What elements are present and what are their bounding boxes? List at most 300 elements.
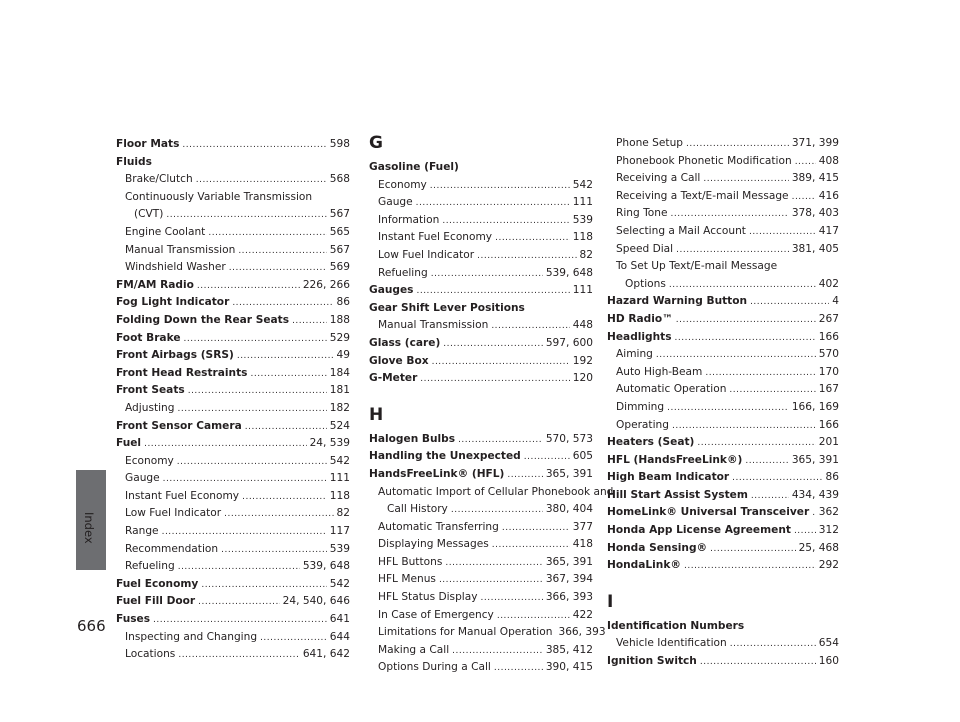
page-reference[interactable]: 390, 415 bbox=[545, 661, 593, 674]
index-subentry[interactable] bbox=[116, 400, 350, 418]
index-subentry[interactable] bbox=[369, 554, 593, 572]
index-column-2 bbox=[369, 133, 614, 677]
entry-term: Aiming bbox=[616, 348, 653, 361]
page-reference[interactable]: 118 bbox=[329, 489, 350, 502]
page-reference[interactable]: 184 bbox=[329, 366, 350, 379]
index-side-label: Index bbox=[82, 512, 96, 544]
entry-term: Refueling bbox=[125, 560, 175, 573]
dot-leader bbox=[491, 317, 569, 336]
page-reference[interactable]: 118 bbox=[572, 231, 593, 244]
index-subentry[interactable] bbox=[607, 135, 839, 153]
entry-term: HandsFreeLink® (HFL) bbox=[369, 467, 505, 480]
entry-term: Phonebook Phonetic Modification bbox=[616, 154, 792, 167]
page-reference[interactable]: 111 bbox=[572, 196, 593, 209]
dot-leader bbox=[524, 448, 570, 467]
page-reference[interactable]: 366, 393 bbox=[545, 591, 593, 604]
entry-term: Folding Down the Rear Seats bbox=[116, 313, 290, 326]
index-subentry[interactable] bbox=[607, 417, 839, 435]
entry-term: Limitations for Manual Operation bbox=[378, 626, 553, 639]
index-entry[interactable] bbox=[607, 469, 839, 487]
dot-leader bbox=[144, 435, 306, 454]
page-reference[interactable]: 381, 405 bbox=[791, 242, 839, 255]
page-reference[interactable]: 422 bbox=[572, 608, 593, 621]
entry-term: Fuses bbox=[116, 613, 151, 626]
page-reference[interactable]: 569 bbox=[329, 261, 350, 274]
entry-term: Headlights bbox=[607, 330, 672, 343]
index-entry[interactable] bbox=[116, 347, 350, 365]
entry-term: HFL Menus bbox=[378, 573, 436, 586]
dot-leader bbox=[416, 282, 569, 301]
page-reference[interactable]: 226, 266 bbox=[302, 278, 350, 291]
page-reference[interactable]: 377 bbox=[572, 520, 593, 533]
entry-term: Fuel Economy bbox=[116, 577, 199, 590]
index-entry[interactable] bbox=[607, 311, 839, 329]
index-subentry[interactable] bbox=[116, 523, 350, 541]
index-entry[interactable] bbox=[369, 466, 593, 484]
index-entry[interactable] bbox=[116, 435, 350, 453]
index-entry[interactable] bbox=[369, 370, 593, 388]
entry-term: G-Meter bbox=[369, 372, 418, 385]
page-reference[interactable]: 389, 415 bbox=[791, 172, 839, 185]
page-reference[interactable]: 416 bbox=[818, 189, 839, 202]
index-subentry[interactable] bbox=[607, 170, 839, 188]
index-subentry[interactable] bbox=[369, 519, 593, 537]
index-heading: Gear Shift Lever Positions bbox=[369, 301, 525, 314]
dot-leader bbox=[245, 418, 327, 437]
index-entry[interactable] bbox=[369, 282, 593, 300]
index-subentry[interactable] bbox=[116, 171, 350, 189]
entry-term: Windshield Washer bbox=[125, 261, 226, 274]
index-subentry[interactable] bbox=[369, 659, 593, 677]
dot-leader bbox=[730, 635, 816, 654]
index-entry[interactable] bbox=[607, 653, 839, 671]
dot-leader bbox=[166, 206, 326, 225]
dot-leader bbox=[795, 153, 816, 172]
entry-term: Ignition Switch bbox=[607, 655, 697, 668]
page-reference[interactable]: 539 bbox=[329, 542, 350, 555]
dot-leader bbox=[750, 293, 829, 312]
page-reference[interactable]: 380, 404 bbox=[545, 503, 593, 516]
entry-term: HondaLink® bbox=[607, 559, 681, 572]
entry-term: Receiving a Call bbox=[616, 172, 701, 185]
page-reference[interactable]: 568 bbox=[329, 173, 350, 186]
page-reference[interactable]: 82 bbox=[336, 507, 350, 520]
page-reference[interactable]: 166 bbox=[818, 418, 839, 431]
entry-term: Front Airbags (SRS) bbox=[116, 349, 234, 362]
dot-leader bbox=[751, 487, 789, 506]
entry-term: Gauge bbox=[125, 472, 160, 485]
entry-term: FM/AM Radio bbox=[116, 278, 194, 291]
entry-term: HFL Buttons bbox=[378, 555, 443, 568]
page-reference[interactable]: 565 bbox=[329, 225, 350, 238]
page-reference[interactable]: 160 bbox=[818, 655, 839, 668]
page-reference[interactable]: 570 bbox=[818, 348, 839, 361]
dot-leader bbox=[481, 589, 543, 608]
index-subentry[interactable] bbox=[369, 265, 593, 283]
page-reference[interactable]: 4 bbox=[832, 295, 839, 308]
dot-leader bbox=[184, 330, 327, 349]
index-entry[interactable] bbox=[116, 330, 350, 348]
page-reference[interactable]: 111 bbox=[572, 284, 593, 297]
dot-leader bbox=[260, 629, 327, 648]
dot-leader bbox=[671, 205, 789, 224]
page-reference[interactable]: 542 bbox=[329, 454, 350, 467]
index-entry[interactable] bbox=[116, 312, 350, 330]
index-heading: Fluids bbox=[116, 155, 152, 168]
page-reference[interactable]: 378, 403 bbox=[791, 207, 839, 220]
index-entry[interactable] bbox=[116, 418, 350, 436]
dot-leader bbox=[242, 488, 327, 507]
entry-term: Speed Dial bbox=[616, 242, 674, 255]
page-reference[interactable]: 418 bbox=[572, 538, 593, 551]
page-reference[interactable]: 371, 399 bbox=[791, 137, 839, 149]
page-reference[interactable]: 111 bbox=[329, 472, 350, 485]
dot-leader bbox=[492, 536, 570, 555]
index-subheading: Continuously Variable Transmission bbox=[125, 190, 313, 203]
entry-term: Economy bbox=[125, 454, 174, 467]
index-subentry[interactable] bbox=[116, 646, 350, 664]
entry-term: Economy bbox=[378, 178, 427, 191]
index-column-3 bbox=[607, 135, 839, 671]
index-entry[interactable] bbox=[116, 382, 350, 400]
entry-term: Halogen Bulbs bbox=[369, 432, 456, 445]
page-reference[interactable]: 192 bbox=[572, 354, 593, 367]
entry-term: Heaters (Seat) bbox=[607, 436, 695, 449]
page-reference[interactable]: 267 bbox=[818, 312, 839, 325]
section-letter: G bbox=[369, 133, 383, 153]
page-reference[interactable]: 49 bbox=[336, 349, 350, 362]
entry-term: Honda Sensing® bbox=[607, 541, 708, 554]
page-reference[interactable]: 597, 600 bbox=[545, 336, 593, 349]
index-entry[interactable] bbox=[607, 487, 839, 505]
index-subentry[interactable] bbox=[369, 317, 593, 335]
dot-leader bbox=[238, 242, 326, 261]
page-reference[interactable]: 366, 393 bbox=[558, 626, 606, 639]
page-reference[interactable]: 448 bbox=[572, 319, 593, 332]
index-subentry[interactable] bbox=[369, 177, 593, 195]
index-subentry[interactable] bbox=[607, 223, 839, 241]
page-reference[interactable]: 362 bbox=[818, 506, 839, 519]
entry-term: Hazard Warning Button bbox=[607, 295, 748, 308]
page-reference[interactable]: 567 bbox=[329, 243, 350, 256]
dot-leader bbox=[686, 135, 789, 154]
dot-leader bbox=[432, 353, 570, 372]
page-reference[interactable]: 542 bbox=[572, 178, 593, 191]
index-entry[interactable] bbox=[607, 557, 839, 575]
index-entry[interactable] bbox=[116, 277, 350, 295]
page-reference[interactable]: 417 bbox=[818, 224, 839, 237]
index-subentry[interactable] bbox=[607, 188, 839, 206]
page-reference[interactable]: 434, 439 bbox=[791, 488, 839, 501]
page-reference[interactable]: 542 bbox=[329, 577, 350, 590]
entry-term: Glass (care) bbox=[369, 336, 441, 349]
entry-term: Operating bbox=[616, 418, 669, 431]
dot-leader bbox=[497, 607, 570, 626]
entry-term: (CVT) bbox=[134, 208, 164, 221]
section-gap bbox=[607, 575, 839, 592]
dot-leader bbox=[162, 523, 327, 542]
page-reference[interactable]: 654 bbox=[818, 637, 839, 650]
index-subentry[interactable] bbox=[369, 501, 593, 519]
dot-leader bbox=[232, 294, 333, 313]
entry-term: Call History bbox=[387, 503, 448, 516]
dot-leader bbox=[676, 241, 789, 260]
entry-term: Information bbox=[378, 213, 440, 226]
entry-term: Instant Fuel Economy bbox=[125, 489, 240, 502]
index-entry[interactable] bbox=[607, 434, 839, 452]
index-subentry[interactable] bbox=[369, 607, 593, 625]
page-reference[interactable]: 166, 169 bbox=[791, 400, 839, 413]
page-number: 666 bbox=[77, 617, 106, 635]
index-subentry[interactable] bbox=[369, 194, 593, 212]
index-subentry[interactable] bbox=[607, 364, 839, 382]
dot-leader bbox=[416, 194, 570, 213]
page-reference[interactable]: 25, 468 bbox=[798, 541, 839, 554]
dot-leader bbox=[502, 519, 570, 538]
dot-leader bbox=[445, 554, 542, 573]
dot-leader bbox=[208, 224, 326, 243]
index-subentry[interactable] bbox=[607, 276, 839, 294]
entry-term: Displaying Messages bbox=[378, 538, 489, 551]
dot-leader bbox=[667, 399, 789, 418]
index-subentry[interactable] bbox=[116, 558, 350, 576]
page-reference[interactable]: 641, 642 bbox=[302, 648, 350, 661]
page-reference[interactable]: 570, 573 bbox=[545, 432, 593, 445]
index-column-1 bbox=[116, 136, 350, 664]
entry-term: Automatic Operation bbox=[616, 383, 727, 396]
page-reference[interactable]: 365, 391 bbox=[545, 467, 593, 480]
page-reference[interactable]: 24, 540, 646 bbox=[282, 595, 350, 608]
dot-leader bbox=[507, 466, 542, 485]
entry-term: In Case of Emergency bbox=[378, 608, 494, 621]
index-entry[interactable] bbox=[607, 329, 839, 347]
entry-term: Fuel bbox=[116, 437, 142, 450]
index-subentry[interactable] bbox=[369, 229, 593, 247]
dot-leader bbox=[177, 453, 327, 472]
dot-leader bbox=[178, 646, 299, 665]
entry-term: Engine Coolant bbox=[125, 225, 206, 238]
page-reference[interactable]: 201 bbox=[818, 436, 839, 449]
page-reference[interactable]: 167 bbox=[818, 383, 839, 396]
entry-term: Inspecting and Changing bbox=[125, 630, 258, 643]
index-entry[interactable] bbox=[116, 611, 350, 629]
entry-term: Brake/Clutch bbox=[125, 173, 193, 186]
dot-leader bbox=[749, 223, 816, 242]
dot-leader bbox=[198, 593, 279, 612]
dot-leader bbox=[196, 171, 327, 190]
index-entry[interactable] bbox=[116, 365, 350, 383]
dot-leader bbox=[442, 212, 569, 231]
index-subentry[interactable] bbox=[116, 206, 350, 224]
dot-leader bbox=[237, 347, 334, 366]
index-subentry[interactable] bbox=[369, 624, 606, 642]
entry-term: Dimming bbox=[616, 400, 665, 413]
index-subentry[interactable] bbox=[607, 241, 839, 259]
page-reference[interactable]: 312 bbox=[818, 524, 839, 537]
entry-term: Glove Box bbox=[369, 354, 429, 367]
page-reference[interactable]: 385, 412 bbox=[545, 643, 593, 656]
index-subentry[interactable] bbox=[116, 470, 350, 488]
dot-leader bbox=[792, 188, 816, 207]
page-reference[interactable]: 182 bbox=[329, 401, 350, 414]
index-heading: Gasoline (Fuel) bbox=[369, 161, 459, 173]
page-reference[interactable]: 644 bbox=[329, 630, 350, 643]
dot-leader bbox=[188, 382, 327, 401]
index-entry[interactable] bbox=[116, 576, 350, 594]
dot-leader bbox=[201, 576, 326, 595]
index-subentry[interactable] bbox=[607, 205, 839, 223]
index-entry[interactable] bbox=[116, 593, 350, 611]
dot-leader bbox=[197, 277, 300, 296]
index-entry[interactable] bbox=[607, 452, 839, 470]
entry-term: Ring Tone bbox=[616, 207, 668, 220]
entry-term: Handling the Unexpected bbox=[369, 450, 521, 463]
index-subentry[interactable] bbox=[369, 247, 593, 265]
dot-leader bbox=[794, 522, 816, 541]
index-entry[interactable] bbox=[369, 431, 593, 449]
dot-leader bbox=[669, 276, 816, 295]
index-subentry[interactable] bbox=[116, 488, 350, 506]
index-subentry[interactable] bbox=[116, 505, 350, 523]
entry-term: Receiving a Text/E-mail Message bbox=[616, 189, 789, 202]
dot-leader bbox=[439, 571, 543, 590]
index-subentry[interactable] bbox=[116, 242, 350, 260]
page-reference[interactable]: 567 bbox=[329, 208, 350, 221]
page-reference[interactable]: 524 bbox=[329, 419, 350, 432]
dot-leader bbox=[495, 229, 570, 248]
entry-term: Auto High-Beam bbox=[616, 365, 703, 378]
index-subentry[interactable] bbox=[607, 346, 839, 364]
page-reference[interactable]: 539 bbox=[572, 213, 593, 226]
index-subentry[interactable] bbox=[369, 589, 593, 607]
index-entry[interactable] bbox=[607, 293, 839, 311]
index-entry[interactable] bbox=[369, 448, 593, 466]
index-subentry[interactable] bbox=[607, 399, 839, 417]
index-entry[interactable] bbox=[607, 504, 839, 522]
section-gap bbox=[369, 388, 593, 405]
page-reference[interactable]: 120 bbox=[572, 372, 593, 385]
index-entry[interactable] bbox=[369, 353, 593, 371]
index-subentry[interactable] bbox=[369, 536, 593, 554]
page-reference[interactable]: 365, 391 bbox=[545, 555, 593, 568]
index-subentry[interactable] bbox=[607, 635, 839, 653]
page-reference[interactable]: 166 bbox=[818, 330, 839, 343]
page-reference[interactable]: 641 bbox=[329, 613, 350, 626]
page-reference[interactable]: 402 bbox=[818, 277, 839, 290]
entry-term: Making a Call bbox=[378, 643, 450, 656]
dot-leader bbox=[451, 501, 543, 520]
dot-leader bbox=[697, 434, 815, 453]
page-reference[interactable]: 408 bbox=[818, 154, 839, 167]
index-subentry[interactable] bbox=[369, 642, 593, 660]
index-entry[interactable] bbox=[607, 522, 839, 540]
dot-leader bbox=[452, 642, 543, 661]
dot-leader bbox=[430, 177, 570, 196]
entry-term: Gauges bbox=[369, 284, 414, 297]
entry-term: Foot Brake bbox=[116, 331, 181, 344]
entry-term: High Beam Indicator bbox=[607, 471, 730, 484]
dot-leader bbox=[178, 558, 300, 577]
entry-term: Vehicle Identification bbox=[616, 637, 727, 650]
dot-leader bbox=[224, 505, 333, 524]
page-reference[interactable]: 181 bbox=[329, 384, 350, 397]
page-reference[interactable]: 117 bbox=[329, 525, 350, 538]
page-reference[interactable]: 86 bbox=[336, 296, 350, 309]
entry-term: Options During a Call bbox=[378, 661, 491, 674]
index-subentry[interactable] bbox=[607, 381, 839, 399]
page-reference[interactable]: 170 bbox=[818, 365, 839, 378]
entry-term: Fog Light Indicator bbox=[116, 296, 230, 309]
dot-leader bbox=[745, 452, 788, 471]
entry-term: Recommendation bbox=[125, 542, 219, 555]
index-subentry[interactable] bbox=[116, 541, 350, 559]
dot-leader bbox=[656, 346, 816, 365]
page-reference[interactable]: 605 bbox=[572, 450, 593, 463]
page-reference[interactable]: 598 bbox=[329, 138, 350, 150]
page-reference[interactable]: 82 bbox=[579, 248, 593, 261]
page-reference[interactable]: 539, 648 bbox=[302, 560, 350, 573]
index-entry[interactable] bbox=[369, 335, 593, 353]
page-reference[interactable]: 365, 391 bbox=[791, 453, 839, 466]
page-reference[interactable]: 539, 648 bbox=[545, 266, 593, 279]
dot-leader bbox=[458, 431, 543, 450]
dot-leader bbox=[732, 469, 822, 488]
entry-term: Front Head Restraints bbox=[116, 366, 248, 379]
index-subentry[interactable] bbox=[369, 571, 593, 589]
entry-term: Low Fuel Indicator bbox=[378, 248, 475, 261]
dot-leader bbox=[153, 611, 327, 630]
page-reference[interactable]: 86 bbox=[825, 471, 839, 484]
page-reference[interactable]: 292 bbox=[818, 559, 839, 572]
dot-leader bbox=[672, 417, 816, 436]
page-reference[interactable]: 24, 539 bbox=[309, 437, 350, 450]
entry-term: Selecting a Mail Account bbox=[616, 224, 746, 237]
entry-term: HomeLink® Universal Transceiver bbox=[607, 506, 810, 519]
dot-leader bbox=[163, 470, 327, 489]
index-entry[interactable] bbox=[116, 294, 350, 312]
index-subentry[interactable] bbox=[116, 224, 350, 242]
dot-leader bbox=[477, 247, 576, 266]
entry-term: Phone Setup bbox=[616, 137, 684, 149]
dot-leader bbox=[684, 557, 816, 576]
index-entry[interactable] bbox=[607, 540, 839, 558]
index-subentry[interactable] bbox=[116, 629, 350, 647]
page-reference[interactable]: 188 bbox=[329, 313, 350, 326]
entry-term: Manual Transmission bbox=[378, 319, 489, 332]
entry-term: HFL (HandsFreeLink®) bbox=[607, 453, 743, 466]
index-subentry[interactable] bbox=[369, 212, 593, 230]
page-reference[interactable]: 529 bbox=[329, 331, 350, 344]
index-heading: Identification Numbers bbox=[607, 619, 745, 632]
index-subentry[interactable] bbox=[116, 259, 350, 277]
dot-leader bbox=[420, 370, 569, 389]
entry-term: HD Radio™ bbox=[607, 312, 673, 325]
entry-term: Options bbox=[625, 277, 666, 290]
entry-term: Honda App License Agreement bbox=[607, 524, 791, 537]
entry-term: Low Fuel Indicator bbox=[125, 507, 222, 520]
dot-leader bbox=[229, 259, 327, 278]
entry-term: Manual Transmission bbox=[125, 243, 236, 256]
dot-leader bbox=[182, 136, 326, 155]
entry-term: Hill Start Assist System bbox=[607, 488, 748, 501]
dot-leader bbox=[292, 312, 327, 331]
index-subentry[interactable] bbox=[607, 153, 839, 171]
index-entry[interactable] bbox=[116, 136, 350, 154]
dot-leader bbox=[675, 329, 816, 348]
dot-leader bbox=[676, 311, 816, 330]
index-subentry[interactable] bbox=[116, 453, 350, 471]
page-reference[interactable]: 367, 394 bbox=[545, 573, 593, 586]
